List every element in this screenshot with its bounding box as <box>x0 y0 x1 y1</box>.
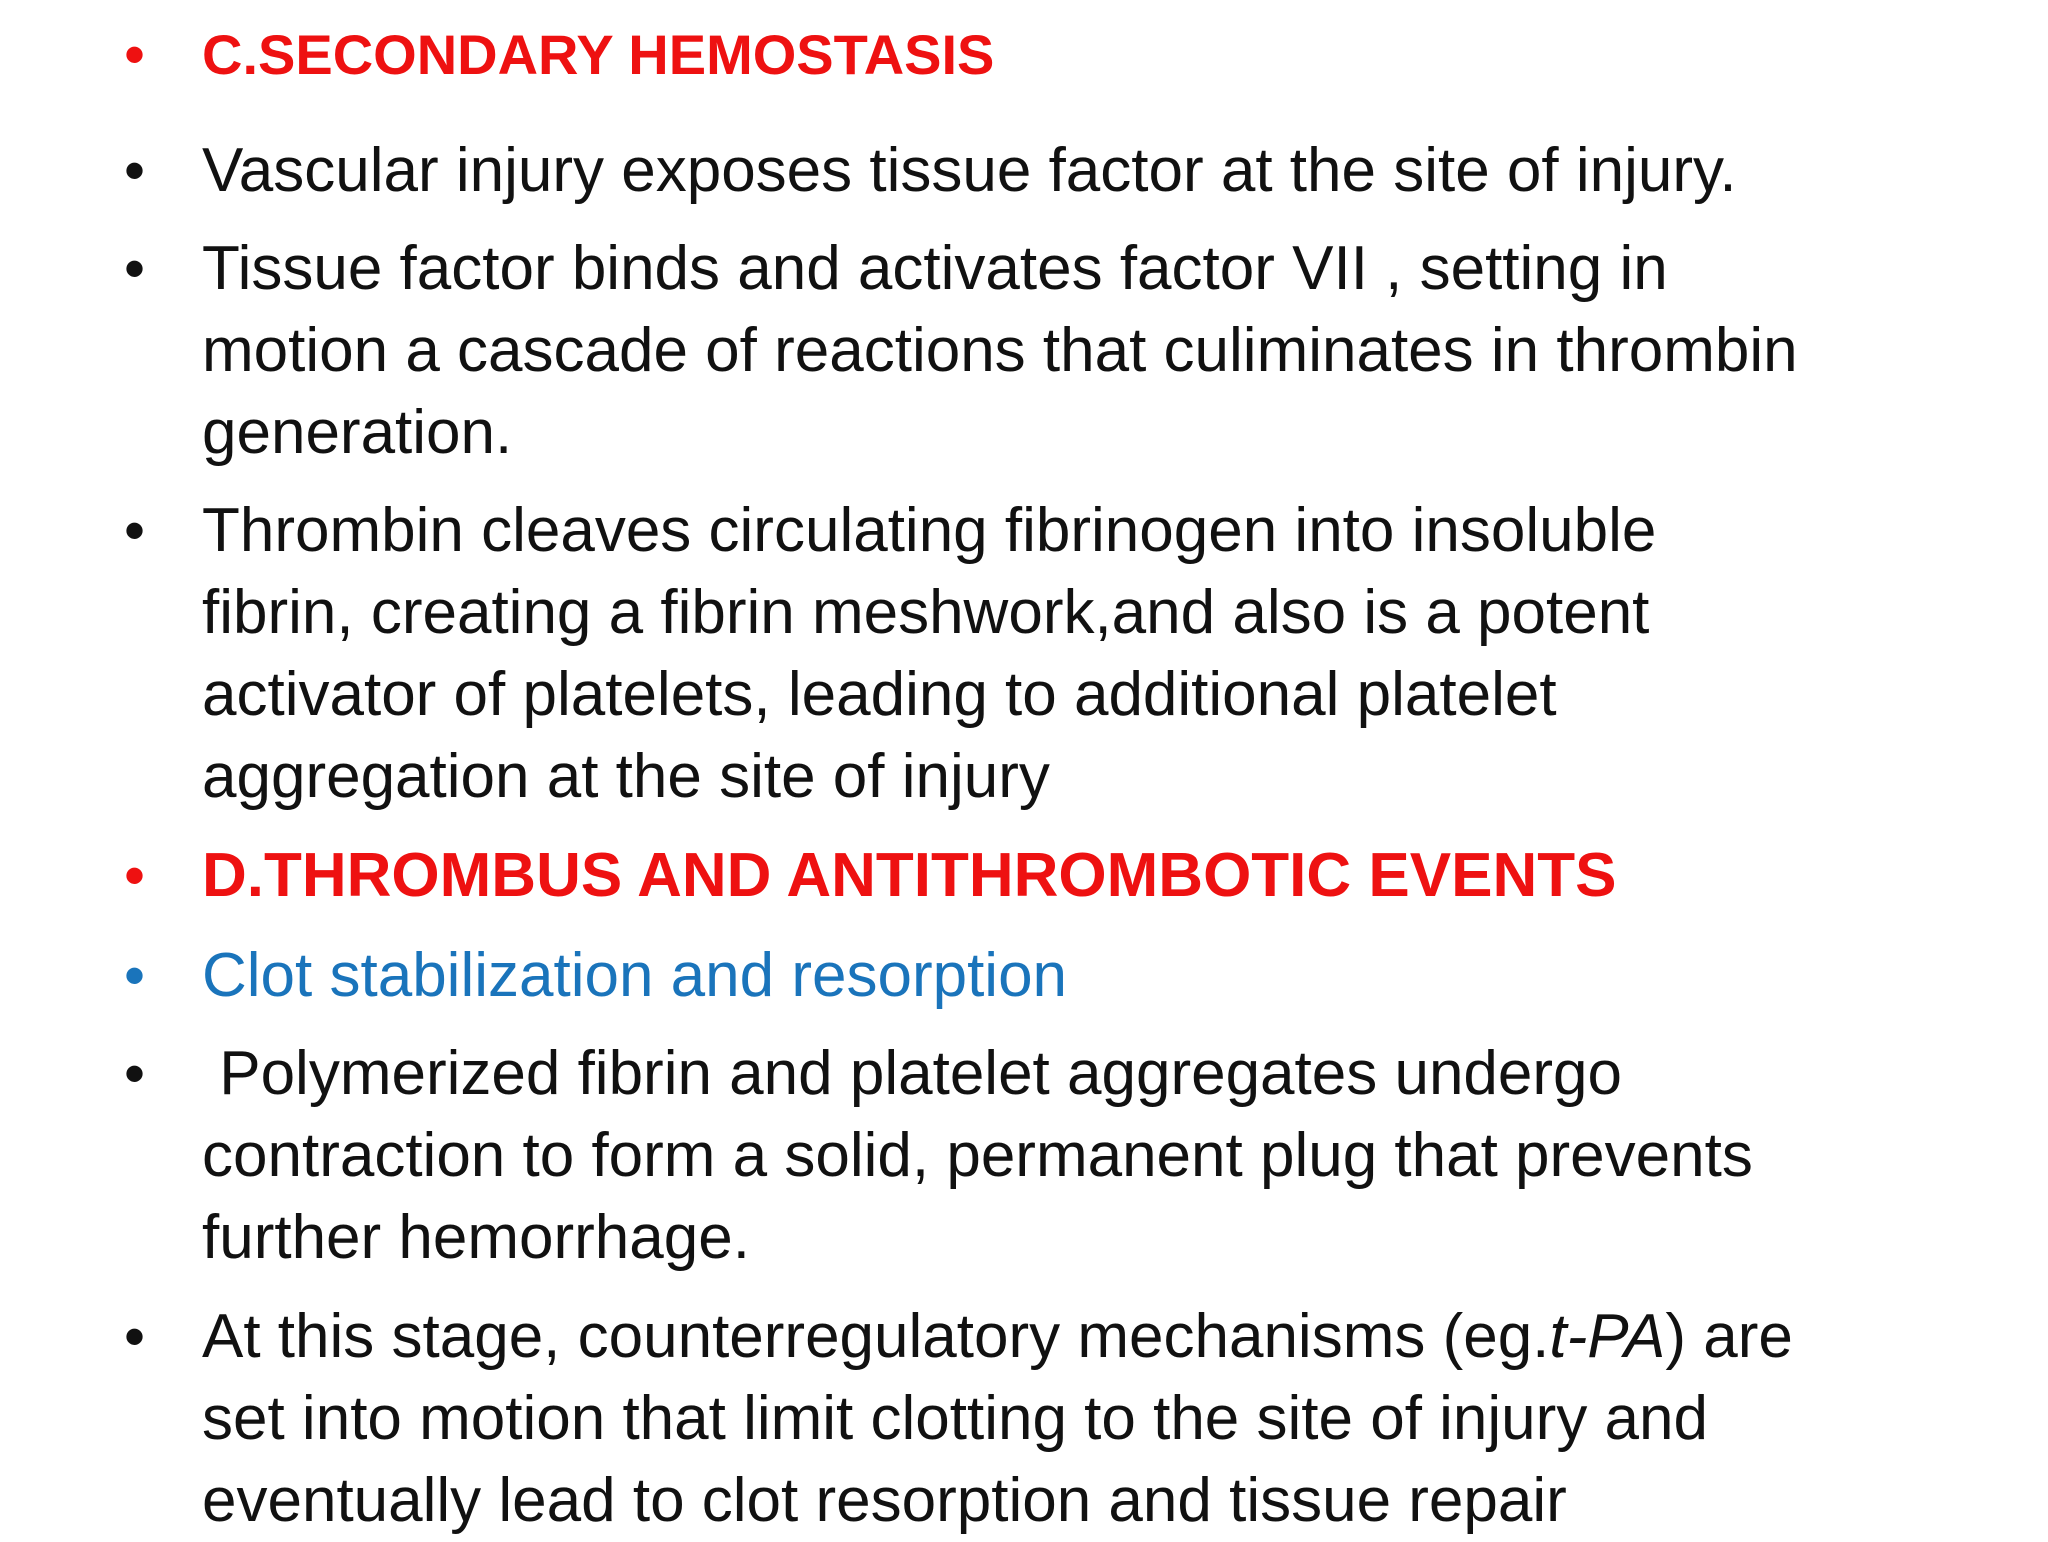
bullet-item <box>120 1296 2020 1542</box>
text-line: fibrin, creating a fibrin meshwork,and also is a potent <box>202 578 1650 647</box>
section-heading <box>202 14 2020 96</box>
text-line: Tissue factor binds and activates factor VII , setting in <box>202 234 1668 303</box>
bullet-icon: • <box>124 21 146 88</box>
subheading <box>202 935 2020 1017</box>
bullet-text <box>202 490 2020 818</box>
text-line: Polymerized fibrin and platelet aggregates undergo <box>202 1039 1623 1108</box>
text-line <box>202 1296 2020 1378</box>
bullet-text <box>202 1033 2020 1279</box>
bullet-icon: • <box>124 235 146 302</box>
bullet-icon: • <box>124 1040 146 1107</box>
subheading-line: Clot stabilization and resorption <box>202 941 1068 1010</box>
bullet-icon: • <box>124 942 146 1009</box>
bullet-icon: • <box>124 842 146 909</box>
heading-line: C.SECONDARY HEMOSTASIS <box>202 23 995 86</box>
bullet-text <box>202 130 2020 212</box>
bullet-icon: • <box>124 137 146 204</box>
text-line: aggregation at the site of injury <box>202 742 1050 811</box>
text-line: set into motion that limit clotting to the site of injury and <box>202 1384 1708 1453</box>
text-line: eventually lead to clot resorption and tissue repair <box>202 1466 1567 1535</box>
bullet-item-heading-thrombus <box>120 835 2020 917</box>
bullet-item <box>120 490 2020 818</box>
text-line: motion a cascade of reactions that culiminates in thrombin <box>202 316 1798 385</box>
bullet-item <box>120 130 2020 212</box>
text-line: activator of platelets, leading to additional platelet <box>202 660 1557 729</box>
text-segment: ) are <box>1665 1302 1793 1371</box>
text-line: contraction to form a solid, permanent plug that prevents <box>202 1121 1753 1190</box>
bullet-text <box>202 228 2020 474</box>
text-line: Thrombin cleaves circulating fibrinogen into insoluble <box>202 496 1657 565</box>
text-line: generation. <box>202 398 513 467</box>
bullet-item-subheading <box>120 935 2020 1017</box>
bullet-icon: • <box>124 497 146 564</box>
italic-term: t-PA <box>1549 1302 1666 1371</box>
bullet-item <box>120 228 2020 474</box>
text-line: further hemorrhage. <box>202 1203 750 1272</box>
bullet-text <box>202 1296 2020 1542</box>
bullet-icon: • <box>124 1303 146 1370</box>
text-segment: At this stage, counterregulatory mechanisms (eg. <box>202 1302 1550 1371</box>
heading-line: D.THROMBUS AND ANTITHROMBOTIC EVENTS <box>202 841 1617 910</box>
bullet-item-heading-secondary-hemostasis <box>120 14 2020 96</box>
section-heading <box>202 835 2020 917</box>
text-line: Vascular injury exposes tissue factor at the site of injury. <box>202 136 1737 205</box>
bullet-item <box>120 1033 2020 1279</box>
